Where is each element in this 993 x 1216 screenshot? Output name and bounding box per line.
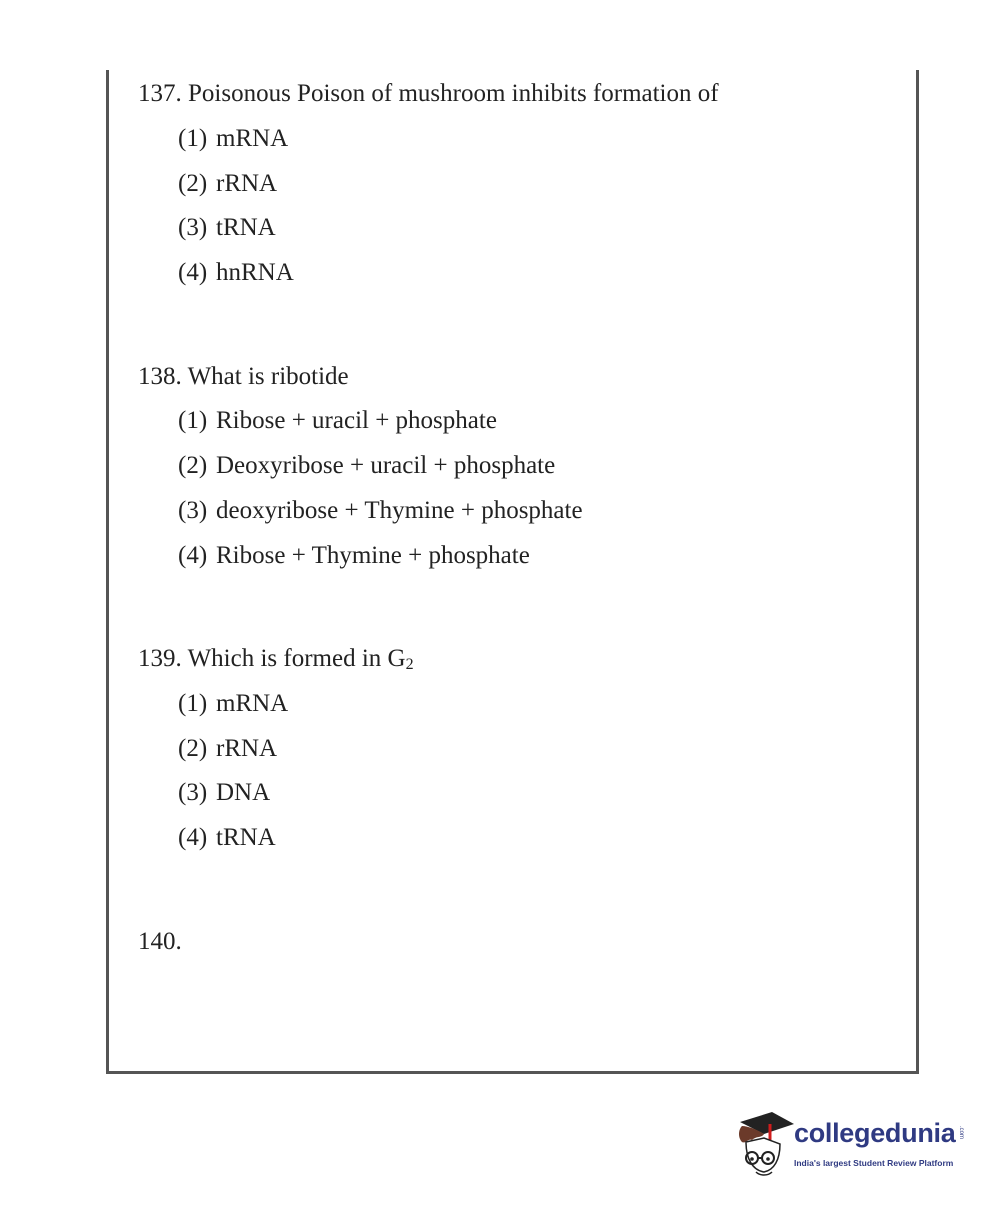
option-text: mRNA (216, 690, 289, 717)
option-text: deoxyribose + Thymine + phosphate (216, 497, 583, 524)
option-item (178, 406, 497, 436)
question-number: 140. (138, 928, 182, 955)
option-number: (1) (178, 125, 208, 152)
question-text: What is ribotide (187, 363, 349, 390)
option-number: (3) (178, 779, 208, 806)
option-number: (2) (178, 735, 208, 762)
question-number: 137. (138, 80, 182, 107)
logo-tagline: India's largest Student Review Platform (794, 1158, 954, 1168)
option-text: Deoxyribose + uracil + phosphate (216, 452, 556, 479)
option-number: (1) (178, 690, 208, 717)
option-text: Ribose + Thymine + phosphate (216, 542, 530, 569)
option-text: hnRNA (216, 259, 294, 286)
option-item (178, 258, 294, 288)
option-item (178, 689, 288, 719)
question-138 (138, 362, 349, 392)
question-139 (138, 644, 414, 680)
option-item (178, 734, 277, 764)
option-text: tRNA (216, 214, 276, 241)
question-text: Which is formed in G (187, 645, 406, 672)
option-number: (3) (178, 214, 208, 241)
logo-suffix: .com (958, 1126, 964, 1140)
option-text: rRNA (216, 735, 278, 762)
question-text: Poisonous Poison of mushroom inhibits formation of (188, 80, 719, 107)
option-item (178, 496, 583, 526)
subscript: 2 (405, 656, 414, 673)
option-number: (2) (178, 170, 208, 197)
question-number: 138. (138, 363, 182, 390)
option-text: Ribose + uracil + phosphate (216, 407, 497, 434)
option-text: tRNA (216, 824, 276, 851)
option-number: (4) (178, 824, 208, 851)
collegedunia-logo (734, 1108, 964, 1180)
option-number: (2) (178, 452, 208, 479)
option-item (178, 169, 277, 199)
option-text: DNA (216, 779, 271, 806)
option-number: (1) (178, 407, 208, 434)
option-text: mRNA (216, 125, 289, 152)
question-140 (138, 927, 182, 957)
option-item (178, 451, 555, 481)
option-number: (3) (178, 497, 208, 524)
option-item (178, 213, 276, 243)
option-number: (4) (178, 259, 208, 286)
question-137 (138, 79, 719, 109)
option-item (178, 124, 288, 154)
question-number: 139. (138, 645, 182, 672)
option-item (178, 541, 530, 571)
option-item (178, 823, 276, 853)
mascot-icon (734, 1108, 794, 1178)
option-text: rRNA (216, 170, 278, 197)
option-number: (4) (178, 542, 208, 569)
logo-wordmark: collegedunia (794, 1118, 956, 1148)
option-item (178, 778, 270, 808)
